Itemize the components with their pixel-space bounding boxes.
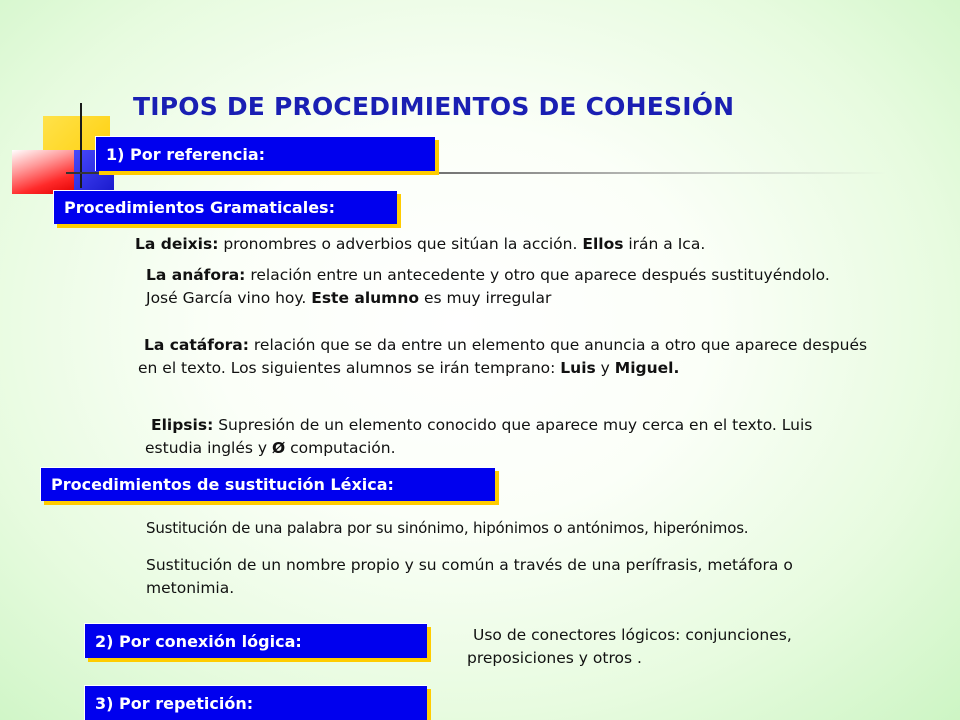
title-underline: [66, 172, 886, 174]
catafora-name-1: Luis: [560, 359, 596, 377]
elipsis-rest: computación.: [285, 439, 396, 457]
corner-red-square: [12, 150, 74, 194]
anafora-example-bold: Este alumno: [311, 289, 420, 307]
anafora-definition: relación entre un antecedente y otro que aparece después sustituyéndolo. José García vino hoy.: [146, 266, 830, 307]
anafora-example-rest: es muy irregular: [419, 289, 552, 307]
anafora-term: La anáfora:: [146, 266, 246, 284]
elipsis-paragraph: [145, 414, 865, 460]
catafora-definition: relación que se da entre un elemento que anuncia a otro que aparece después en el texto. Los siguientes alumnos se irán temprano:: [138, 336, 868, 377]
catafora-connector: y: [595, 359, 615, 377]
lexica-item-1: Sustitución de una palabra por su sinónimo, hipónimos o antónimos, hiperónimos.: [146, 519, 749, 537]
section-referencia: 1) Por referencia:: [95, 136, 435, 171]
catafora-paragraph: [138, 334, 883, 380]
deixis-definition: pronombres o adverbios que sitúan la acción.: [218, 235, 583, 253]
deixis-example-bold: Ellos: [582, 235, 624, 253]
elipsis-definition: Supresión de un elemento conocido que aparece muy cerca en el texto. Luis estudia inglés y: [145, 416, 813, 457]
corner-vertical-line: [80, 103, 82, 188]
section-repeticion: 3) Por repetición:: [84, 685, 427, 720]
catafora-name-2: Miguel.: [614, 359, 680, 377]
section-conexion: 2) Por conexión lógica:: [84, 623, 427, 658]
catafora-term: La catáfora:: [144, 336, 249, 354]
section-gramaticales: Procedimientos Gramaticales:: [53, 190, 397, 224]
section-lexica: Procedimientos de sustitución Léxica:: [40, 467, 495, 501]
anafora-paragraph: [146, 264, 846, 310]
conexion-description: Uso de conectores lógicos: conjunciones, preposiciones y otros .: [467, 626, 792, 667]
lexica-item-2: Sustitución de un nombre propio y su común a través de una perífrasis, metáfora o metonimia.: [146, 556, 793, 597]
deixis-paragraph: [135, 233, 935, 256]
elipsis-term: Elipsis:: [151, 416, 214, 434]
elipsis-symbol: Ø: [272, 439, 286, 457]
deixis-example-rest: irán a Ica.: [623, 235, 706, 253]
slide-title: TIPOS DE PROCEDIMIENTOS DE COHESIÓN: [133, 92, 735, 121]
deixis-term: La deixis:: [135, 235, 219, 253]
